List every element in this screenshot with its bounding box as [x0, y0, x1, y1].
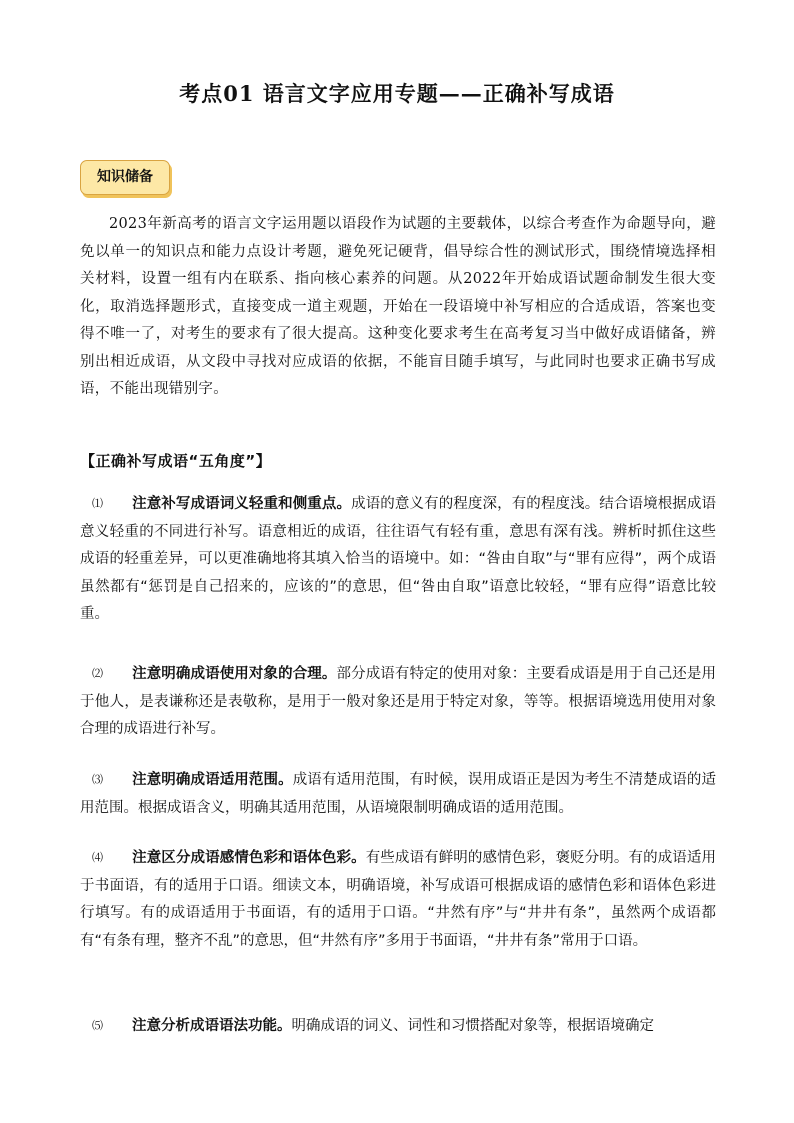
point-lead: 注意分析成语语法功能。	[132, 1018, 292, 1034]
point-4	[80, 844, 716, 955]
point-number: ⑸	[92, 1019, 103, 1032]
point-text: 成语的意义有的程度深，有的程度浅。结合语境根据成语意义轻重的不同进行补写。语意相近的成语，往往语气有轻有重，意思有深有浅。辨析时抓住这些成语的轻重差异，可以更准确地将其填入恰当的语境中。如：“咎由自取”与“罪有应得”，两个成语虽然都有“惩罚是自己招来的，应该的”的意思，但“咎由自取”语意比较轻，“罪有应得”语意比较重。	[80, 496, 717, 622]
knowledge-badge: 知识储备	[80, 160, 170, 195]
point-number: ⑶	[92, 773, 103, 786]
point-1	[80, 490, 716, 629]
point-5	[80, 1012, 716, 1041]
section-heading: 【正确补写成语“五角度”】	[80, 452, 272, 470]
point-lead: 注意区分成语感情色彩和语体色彩。	[132, 850, 366, 866]
point-text: 明确成语的词义、词性和习惯搭配对象等，根据语境确定	[291, 1018, 654, 1034]
point-number: ⑴	[92, 497, 103, 510]
point-lead: 注意补写成语词义轻重和侧重点。	[132, 496, 352, 512]
point-lead: 注意明确成语使用对象的合理。	[132, 666, 337, 682]
point-text: 成语有适用范围，有时候，误用成语正是因为考生不清楚成语的适用范围。根据成语含义，明确其适用范围，从语境限制明确成语的适用范围。	[80, 772, 717, 816]
page-title: 考点01 语言文字应用专题——正确补写成语	[179, 81, 615, 106]
point-number: ⑷	[92, 851, 103, 864]
point-number: ⑵	[92, 667, 103, 680]
point-text: 部分成语有特定的使用对象：主要看成语是用于自己还是用于他人，是表谦称还是表敬称，是用于一般对象还是用于特定对象，等等。根据语境选用使用对象合理的成语进行补写。	[80, 666, 716, 737]
point-text: 有些成语有鲜明的感情色彩，褒贬分明。有的成语适用于书面语，有的适用于口语。细读文本，明确语境，补写成语可根据成语的感情色彩和语体色彩进行填写。有的成语适用于书面语，有的适用于口语。“井然有序”与“井井有条”，虽然两个成语都有“有条有理，整齐不乱”的意思，但“井然有序”多用于书面语，“井井有条”常用于口语。	[80, 850, 717, 949]
point-3	[80, 766, 716, 822]
intro-paragraph: 2023年新高考的语言文字运用题以语段作为试题的主要载体，以综合考查作为命题导向，避免以单一的知识点和能力点设计考题，避免死记硬背，倡导综合性的测试形式，围绕情境选择相关材料，设置一组有内在联系、指向核心素养的问题。从2022年开始成语试题命制发生很大变化，取消选择题形式，直接变成一道主观题，开始在一段语境中补写相应的合适成语，答案也变得不唯一了，对考生的要求有了很大提高。这种变化要求考生在高考复习当中做好成语储备，辨别出相近成语，从文段中寻找对应成语的依据，不能盲目随手填写，与此同时也要求正确书写成语，不能出现错别字。	[80, 216, 716, 397]
point-lead: 注意明确成语适用范围。	[132, 772, 293, 788]
point-2	[80, 660, 716, 744]
